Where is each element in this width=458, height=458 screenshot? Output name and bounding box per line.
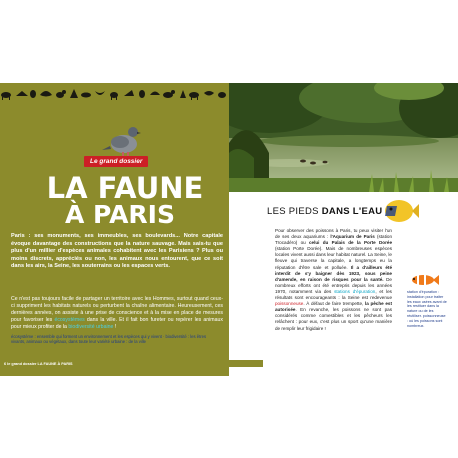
text-part: (station Trocadéro) ou bbox=[275, 234, 393, 246]
intro-paragraph: Paris : ses monuments, ses immeubles, ses boulevards... Notre capitale évoque davantage des constructions que la nature sauvage. Mais sais-tu que plus d'un millier d'espèces animales cohabitent avec les Parisiens ? Plus ou moins discrets, appréciés ou non, les animaux nous entourent, que ce soit dans les airs, la Seine, les souterrains ou les espaces verts. bbox=[11, 233, 223, 270]
section-badge: Le grand dossier bbox=[84, 156, 148, 167]
body-paragraph bbox=[11, 296, 223, 331]
page-footer-left: 6 le grand dossier LA FAUNE À PARIS bbox=[4, 362, 73, 366]
glossary-definitions: écosystème : ensemble qui forment un environnement et les espèces qui y vivent · biodiversité : les êtres vivants, animaux ou végétaux, dans toute leur variété urbaine : de la ville bbox=[11, 334, 207, 345]
keyword-ecosystemes: écosystèmes bbox=[54, 317, 85, 323]
magazine-spread bbox=[0, 83, 458, 376]
text-bold: l'Aquarium de Paris bbox=[330, 234, 375, 240]
text-part: , et les résultats sont encourageants : la Seine est redevenue bbox=[275, 288, 392, 301]
clownfish-illustration bbox=[409, 273, 439, 287]
text-part: . En revanche, les poissons ne sont pas considérés comme comestibles et les pêcheurs les relâchent : pour eux, c'est plus un sport qu'une manière de remplir leur frigidaire ! bbox=[275, 307, 392, 331]
pigeon-illustration bbox=[100, 120, 150, 156]
keyword-stations: stations d'épuration bbox=[334, 288, 376, 294]
text-part: . À défaut de faire trempette, bbox=[303, 301, 365, 307]
main-title-line2: À PARIS bbox=[65, 200, 175, 229]
text-part: De nombreux efforts ont été entrepris depuis les années 1970, notamment via des bbox=[275, 276, 392, 294]
text-bold: Il a d'ailleurs été interdit de s'y baigner dès 1923, sous peine d'amende, en raison de risques pour la santé. bbox=[275, 264, 393, 282]
pond-photo bbox=[229, 83, 458, 192]
keyword-poissonneuse: poissonneuse bbox=[275, 301, 304, 307]
text-bold: la pêche est autorisée bbox=[275, 301, 392, 313]
page-footer-right: le grand dossier LA FAUNE À PARIS 7 bbox=[389, 362, 458, 366]
article-paragraph bbox=[275, 228, 392, 332]
yellow-fish-illustration bbox=[379, 197, 419, 225]
animal-silhouettes-strip bbox=[0, 86, 229, 100]
subtitle-part-b: DANS L'EAU bbox=[321, 206, 383, 217]
left-page bbox=[0, 83, 229, 376]
body-text-part: ! bbox=[113, 324, 117, 330]
text-bold: celui du Palais de la Porte Dorée bbox=[308, 240, 392, 246]
section-subtitle bbox=[267, 206, 382, 217]
text-part: Pour observer des poissons à Paris, tu peux visiter l'un de ses deux aquariums : bbox=[275, 228, 392, 240]
subtitle-part-a: LES PIEDS bbox=[267, 206, 322, 217]
body-text-part: Ce n'est pas toujours facile de partager un territoire avec les Hommes, surtout quand ceux-ci suppriment les habitats naturels ou perturbent la chaîne alimentaire. Heureusement, ces dernières années, on assiste à une prise de conscience et à la mise en place de mesures pour favoriser les bbox=[11, 296, 223, 323]
text-part: (station Porte Dorée). Mais de nombreuses espèces locales vivent aussi dans leur habitat naturel. La Seine, le fleuve qui traverse la capitale, a longtemps eu la réputation d'être sale et polluée. bbox=[275, 246, 392, 270]
right-page bbox=[229, 83, 458, 376]
main-title-line1: LA FAUNE bbox=[46, 171, 204, 205]
body-text-part: dans la ville. Et il fait bon fureter ou repérer les animaux pour mieux profiter de la bbox=[11, 317, 223, 330]
keyword-biodiversite: biodiversité urbaine bbox=[68, 324, 114, 330]
side-glossary: station d'épuration : installation pour traiter les eaux usées avant de les restituer dans la nature ou de les réutiliser. poissonneuse : où les poissons sont nombreux. bbox=[407, 290, 447, 328]
